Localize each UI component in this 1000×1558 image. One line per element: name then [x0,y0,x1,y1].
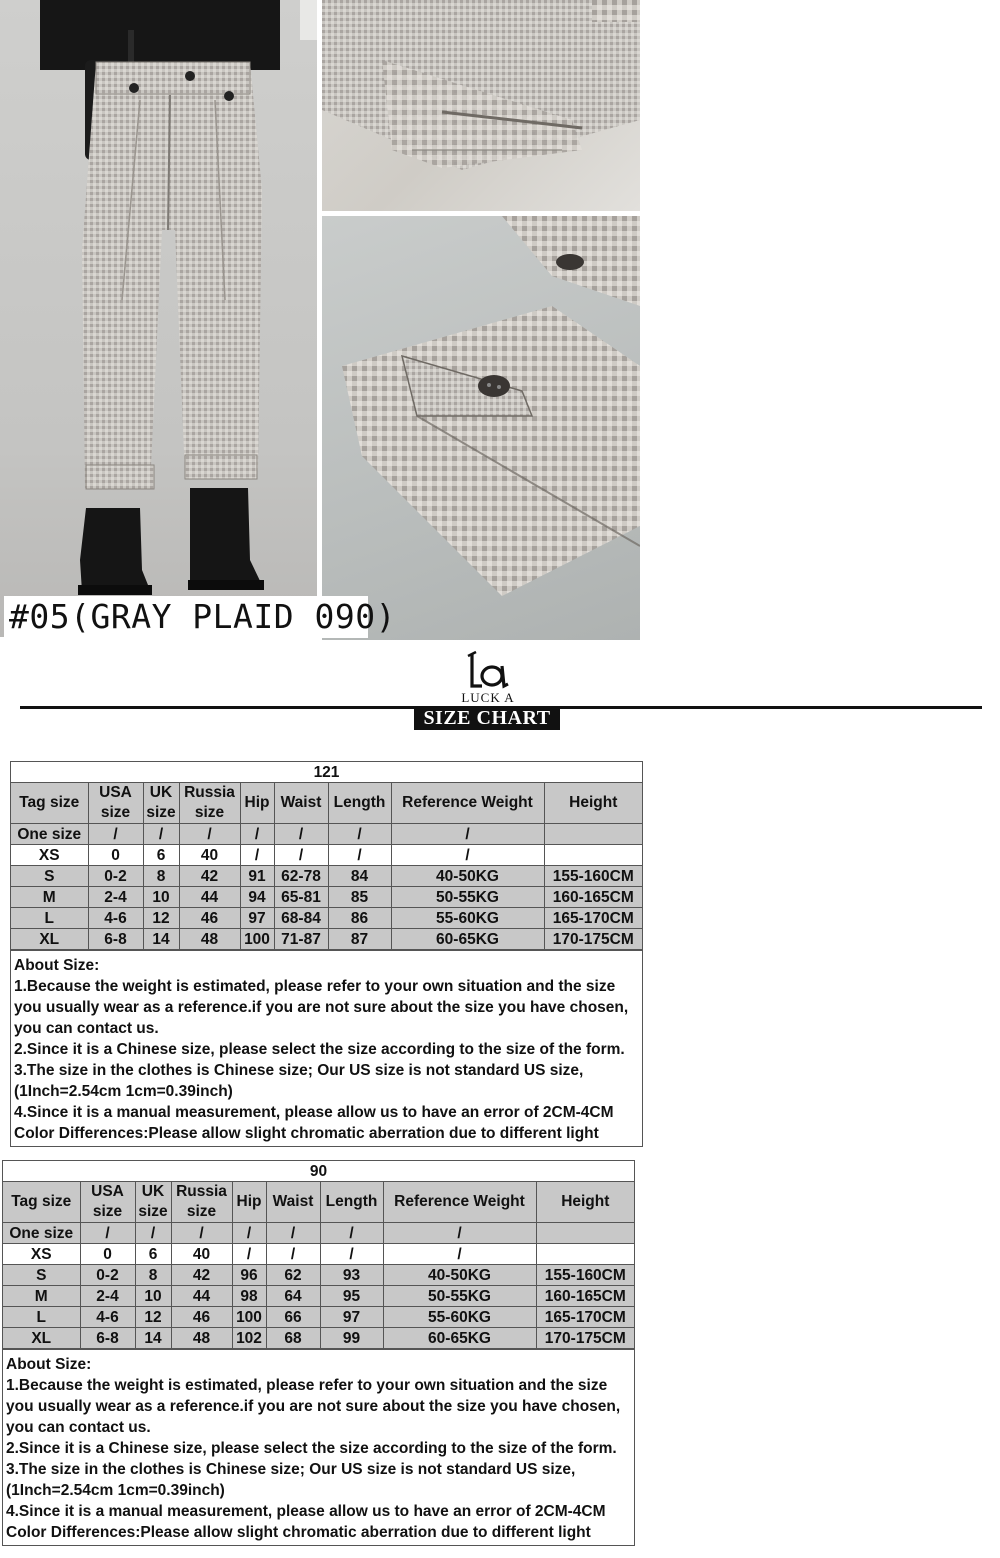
table-cell: 96 [232,1265,266,1286]
table-row [3,1223,634,1244]
table-cell: 10 [135,1286,171,1307]
table-cell: 102 [232,1328,266,1349]
table-cell: / [240,824,274,845]
column-header: Hip [232,1182,266,1223]
table-cell: 165-170CM [544,908,642,929]
table-row [11,908,642,929]
table-cell: 0 [80,1244,135,1265]
column-header: USA size [88,783,143,824]
table-cell: L [3,1307,80,1328]
note-line: Color Differences:Please allow slight chromatic aberration due to different light [14,1125,599,1142]
brand-name: LUCK A [461,690,515,705]
column-header: Height [544,783,642,824]
table-cell: L [11,908,88,929]
table-cell: 170-175CM [536,1328,634,1349]
table-cell: M [3,1286,80,1307]
table-cell: / [240,845,274,866]
column-header: Russia size [179,783,240,824]
table-cell: 14 [143,929,179,950]
table-row [3,1328,634,1349]
table-cell: / [328,824,391,845]
table-cell: 44 [179,887,240,908]
table-cell: 64 [266,1286,320,1307]
column-header: Length [328,783,391,824]
header-row [11,783,642,824]
note-line: 1.Because the weight is estimated, please refer to your own situation and the size you usually wear as a reference.if you are not sure about the size you have chosen, you can contact us. [6,1377,621,1436]
note-line: Color Differences:Please allow slight chromatic aberration due to different light [6,1524,591,1541]
table-cell: 4-6 [88,908,143,929]
note-line: 2.Since it is a Chinese size, please select the size according to the size of the form. [6,1440,617,1457]
note-line: 3.The size in the clothes is Chinese size; Our US size is not standard US size,(1Inch=2.54cm 1cm=0.39inch) [14,1062,584,1100]
table-cell: 0-2 [80,1265,135,1286]
chart-title: 90 [3,1161,634,1182]
table-cell: 50-55KG [383,1286,536,1307]
table-row [11,866,642,887]
table-cell: 50-55KG [391,887,544,908]
size-notes [3,1349,634,1545]
table-cell: 6-8 [80,1328,135,1349]
table-cell: 87 [328,929,391,950]
table-row [11,929,642,950]
table-cell: / [232,1223,266,1244]
table-cell: 100 [240,929,274,950]
table-cell: One size [11,824,88,845]
table-cell: S [11,866,88,887]
column-header: UK size [135,1182,171,1223]
table-cell: 14 [135,1328,171,1349]
table-cell: / [179,824,240,845]
column-header: USA size [80,1182,135,1223]
table-cell: 99 [320,1328,383,1349]
column-header: Tag size [11,783,88,824]
table-cell: / [391,824,544,845]
table-cell: / [391,845,544,866]
size-chart-121 [10,761,643,1147]
table-cell: 8 [143,866,179,887]
table-cell: / [328,845,391,866]
header-row [3,1182,634,1223]
chart-title: 121 [11,762,642,783]
table-row [3,1286,634,1307]
table-cell: 40-50KG [383,1265,536,1286]
table-cell: 4-6 [80,1307,135,1328]
note-line: 4.Since it is a manual measurement, please allow us to have an error of 2CM-4CM [14,1104,614,1121]
size-chart-90 [2,1160,635,1546]
table-cell: 165-170CM [536,1307,634,1328]
table-cell: 93 [320,1265,383,1286]
table-cell: 48 [179,929,240,950]
column-header: Length [320,1182,383,1223]
main-model-photo [0,0,317,637]
table-cell [544,845,642,866]
table-cell: / [383,1244,536,1265]
table-cell: / [266,1244,320,1265]
column-header: Reference Weight [383,1182,536,1223]
table-cell: / [320,1244,383,1265]
table-cell: XS [11,845,88,866]
table-cell: 2-4 [80,1286,135,1307]
table-cell: One size [3,1223,80,1244]
table-cell: 95 [320,1286,383,1307]
table-cell: 40 [179,845,240,866]
table-cell: 160-165CM [544,887,642,908]
table-cell: 0 [88,845,143,866]
size-notes [11,950,642,1146]
table-cell: / [232,1244,266,1265]
table-row [3,1307,634,1328]
table-cell: 42 [171,1265,232,1286]
column-header: Waist [266,1182,320,1223]
table-cell: / [143,824,179,845]
table-cell: / [171,1223,232,1244]
table-cell: 170-175CM [544,929,642,950]
column-header: Russia size [171,1182,232,1223]
table-cell: 48 [171,1328,232,1349]
table-cell: / [320,1223,383,1244]
table-cell: 0-2 [88,866,143,887]
table-cell: 8 [135,1265,171,1286]
table-cell: 6 [143,845,179,866]
table-row [11,887,642,908]
table-cell: 86 [328,908,391,929]
table-cell: 62 [266,1265,320,1286]
table-cell: 97 [240,908,274,929]
table-cell: S [3,1265,80,1286]
column-header: UK size [143,783,179,824]
table-cell: 55-60KG [383,1307,536,1328]
table-cell: 62-78 [274,866,328,887]
note-line: 2.Since it is a Chinese size, please select the size according to the size of the form. [14,1041,625,1058]
table-cell: 12 [143,908,179,929]
table-row [11,824,642,845]
table-cell: 44 [171,1286,232,1307]
note-line: About Size: [6,1356,92,1373]
table-cell: 65-81 [274,887,328,908]
table-cell: / [383,1223,536,1244]
button-detail-photo [322,216,640,640]
table-cell: 71-87 [274,929,328,950]
table-cell: 46 [171,1307,232,1328]
table-cell: 66 [266,1307,320,1328]
table-cell: 84 [328,866,391,887]
table-cell: / [266,1223,320,1244]
table-cell: 94 [240,887,274,908]
table-cell: / [80,1223,135,1244]
note-line: About Size: [14,957,100,974]
table-cell: / [274,845,328,866]
table-cell: XL [11,929,88,950]
table-cell: 6 [135,1244,171,1265]
table-cell: M [11,887,88,908]
table-cell: 42 [179,866,240,887]
table-cell: 91 [240,866,274,887]
table-cell: 40 [171,1244,232,1265]
size-table [11,762,642,950]
column-header: Tag size [3,1182,80,1223]
table-cell: 85 [328,887,391,908]
column-header: Waist [274,783,328,824]
table-cell: 10 [143,887,179,908]
column-header: Reference Weight [391,783,544,824]
table-cell: 160-165CM [536,1286,634,1307]
waistband-detail-photo [322,0,640,211]
table-cell: 46 [179,908,240,929]
table-cell: 155-160CM [544,866,642,887]
variant-caption: #05(GRAY PLAID 090) [4,596,368,638]
table-cell: / [135,1223,171,1244]
table-cell: 40-50KG [391,866,544,887]
table-cell: 97 [320,1307,383,1328]
table-cell: 100 [232,1307,266,1328]
table-cell [536,1244,634,1265]
table-cell: / [274,824,328,845]
note-line: 4.Since it is a manual measurement, please allow us to have an error of 2CM-4CM [6,1503,606,1520]
table-cell: 155-160CM [536,1265,634,1286]
table-row [3,1244,634,1265]
table-cell: 60-65KG [391,929,544,950]
size-chart-heading: SIZE CHART [414,706,560,730]
table-cell: 12 [135,1307,171,1328]
size-table [3,1161,634,1349]
table-row [3,1265,634,1286]
table-cell: / [88,824,143,845]
table-cell: 98 [232,1286,266,1307]
table-cell: 68 [266,1328,320,1349]
note-line: 3.The size in the clothes is Chinese size; Our US size is not standard US size,(1Inch=2.54cm 1cm=0.39inch) [6,1461,576,1499]
table-cell: XL [3,1328,80,1349]
la-monogram-icon [460,648,520,694]
table-cell: 55-60KG [391,908,544,929]
table-cell: 6-8 [88,929,143,950]
column-header: Height [536,1182,634,1223]
table-cell [544,824,642,845]
table-cell: 68-84 [274,908,328,929]
table-cell: XS [3,1244,80,1265]
table-cell: 60-65KG [383,1328,536,1349]
table-cell: 2-4 [88,887,143,908]
note-line: 1.Because the weight is estimated, please refer to your own situation and the size you usually wear as a reference.if you are not sure about the size you have chosen, you can contact us. [14,978,629,1037]
column-header: Hip [240,783,274,824]
table-cell [536,1223,634,1244]
table-row [11,845,642,866]
